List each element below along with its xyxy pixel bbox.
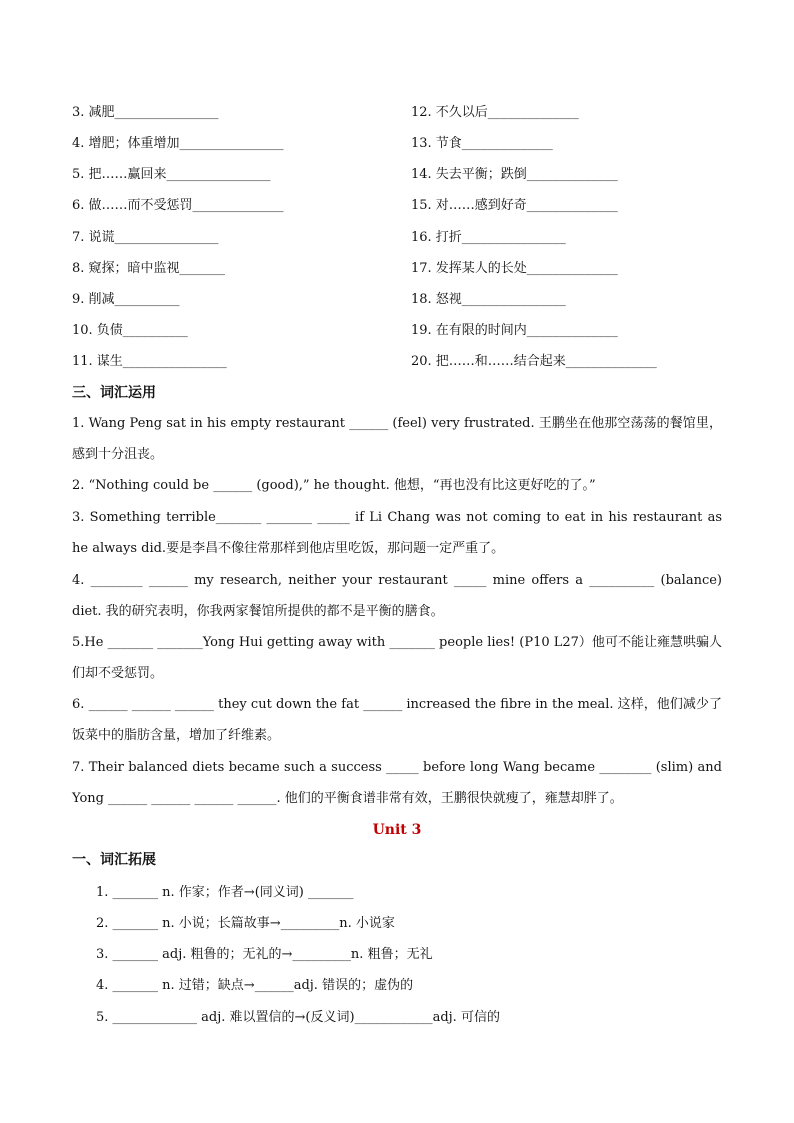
vocab-item: 20. 把……和……结合起来______________ [411,354,657,369]
vocab-item: 7. 说谎________________ [72,230,219,245]
vocab-item: 3. 减肥________________ [72,105,219,120]
section-heading: 一、词汇拓展 [72,852,156,868]
expansion-item: 1. _______ n. 作家；作者→(同义词) _______ [96,885,354,900]
vocab-item: 5. 把……赢回来________________ [72,167,271,182]
vocab-item: 14. 失去平衡；跌倒______________ [411,167,618,182]
exercise-item: 3. Something terrible_______ _______ _____ if Li Chang was not coming to eat in his restaurant as he always did.要是李昌不像往常那样到他店里吃饭，那问题一定严重了。 [72,510,722,556]
exercise-item: 5.He _______ _______Yong Hui getting away with _______ people lies! (P10 L27）他可不能让雍慧哄骗人们却不受惩罚。 [72,635,722,681]
section-heading: 三、词汇运用 [72,385,156,401]
exercise-item: 6. ______ ______ ______ they cut down the fat ______ increased the fibre in the meal. 这样，他们减少了饭菜中的脂肪含量，增加了纤维素。 [72,697,722,743]
vocab-item: 4. 增肥；体重增加________________ [72,136,284,151]
vocab-item: 13. 节食______________ [411,136,553,151]
unit-title: Unit 3 [372,822,422,838]
exercise-item: 1. Wang Peng sat in his empty restaurant ______ (feel) very frustrated. 王鹏坐在他那空荡荡的餐馆里，感到十分沮丧。 [72,416,722,462]
vocab-item: 11. 谋生________________ [72,354,227,369]
vocab-item: 16. 打折________________ [411,230,566,245]
expansion-item: 2. _______ n. 小说；长篇故事→_________n. 小说家 [96,916,395,931]
vocab-item: 19. 在有限的时间内______________ [411,323,618,338]
exercise-item: 2. “Nothing could be ______ (good),” he thought. 他想，“再也没有比这更好吃的了。” [72,478,596,493]
vocab-item: 10. 负债__________ [72,323,188,338]
expansion-item: 4. _______ n. 过错；缺点→______adj. 错误的；虚伪的 [96,978,414,993]
vocab-item: 9. 削减__________ [72,292,180,307]
vocab-item: 18. 怒视________________ [411,292,566,307]
exercise-item: 4. ________ ______ my research, neither your restaurant _____ mine offers a __________ (balance) diet. 我的研究表明，你我两家餐馆所提供的都不是平衡的膳食。 [72,573,722,619]
vocab-item: 6. 做……而不受惩罚______________ [72,198,284,213]
vocab-item: 12. 不久以后______________ [411,105,579,120]
vocab-item: 17. 发挥某人的长处______________ [411,261,618,276]
expansion-item: 3. _______ adj. 粗鲁的；无礼的→_________n. 粗鲁；无礼 [96,947,433,962]
expansion-item: 5. _____________ adj. 难以置信的→(反义词)____________adj. 可信的 [96,1010,500,1025]
vocab-item: 15. 对……感到好奇______________ [411,198,618,213]
vocab-item: 8. 窥探；暗中监视_______ [72,261,226,276]
exercise-item: 7. Their balanced diets became such a success _____ before long Wang became ________ (slim) and Yong ______ ______ ______ ______. 他们的平衡食谱非常有效，王鹏很快就瘦了，雍慧却胖了。 [72,760,722,806]
